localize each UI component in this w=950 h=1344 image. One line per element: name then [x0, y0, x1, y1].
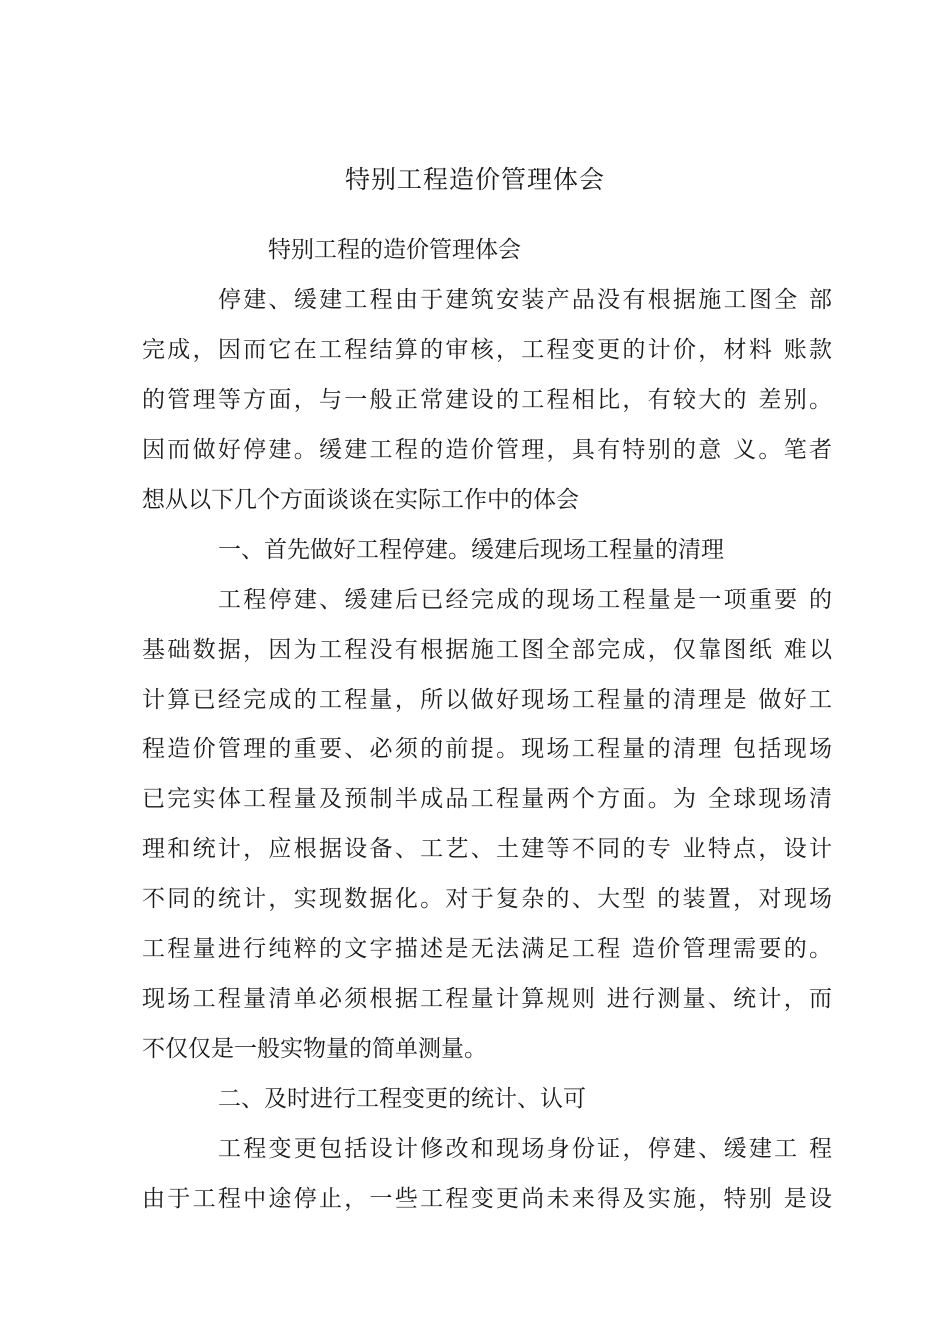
body-text-line: 的管理等方面，与一般正常建设的工程相比，有较大的 差别。: [142, 386, 832, 413]
document-title: 特别工程造价管理体会: [344, 165, 605, 194]
body-text-line: 因而做好停建。缓建工程的造价管理，具有特别的意 义。笔者: [142, 436, 832, 463]
body-text-line: 想从以下几个方面谈谈在实际工作中的体会: [142, 486, 579, 513]
body-text-line: 二、及时进行工程变更的统计、认可: [218, 1086, 586, 1112]
body-text-line: 现场工程量清单必须根据工程量计算规则 进行测量、统计，而: [142, 986, 832, 1013]
body-text-line: 已完实体工程量及预制半成品工程量两个方面。为 全球现场清: [142, 786, 832, 813]
body-text-line: 工程变更包括设计修改和现场身份证，停建、缓建工 程: [218, 1135, 832, 1162]
document-subtitle: 特别工程的造价管理体会: [268, 237, 521, 263]
body-text-line: 完成，因而它在工程结算的审核，工程变更的计价，材料 账款: [142, 336, 832, 363]
body-text-line: 一、首先做好工程停建。缓建后现场工程量的清理: [218, 536, 724, 563]
body-text-line: 不同的统计，实现数据化。对于复杂的、大型 的装置，对现场: [142, 886, 832, 913]
body-text-line: 基础数据，因为工程没有根据施工图全部完成，仅靠图纸 难以: [142, 636, 832, 663]
body-text-line: 不仅仅是一般实物量的简单测量。: [142, 1036, 487, 1063]
body-text-line: 工程停建、缓建后已经完成的现场工程量是一项重要 的: [218, 586, 832, 613]
body-text-line: 程造价管理的重要、必须的前提。现场工程量的清理 包括现场: [142, 736, 832, 763]
body-text-line: 停建、缓建工程由于建筑安装产品没有根据施工图全 部: [218, 287, 832, 313]
body-text-line: 由于工程中途停止，一些工程变更尚未来得及实施，特别 是设: [142, 1185, 832, 1212]
body-text-line: 理和统计，应根据设备、工艺、土建等不同的专 业特点，设计: [142, 836, 832, 863]
document-body: [142, 282, 832, 1231]
body-text-line: 工程量进行纯粹的文字描述是无法满足工程 造价管理需要的。: [142, 936, 832, 963]
body-text-line: 计算已经完成的工程量，所以做好现场工程量的清理是 做好工: [142, 686, 832, 713]
